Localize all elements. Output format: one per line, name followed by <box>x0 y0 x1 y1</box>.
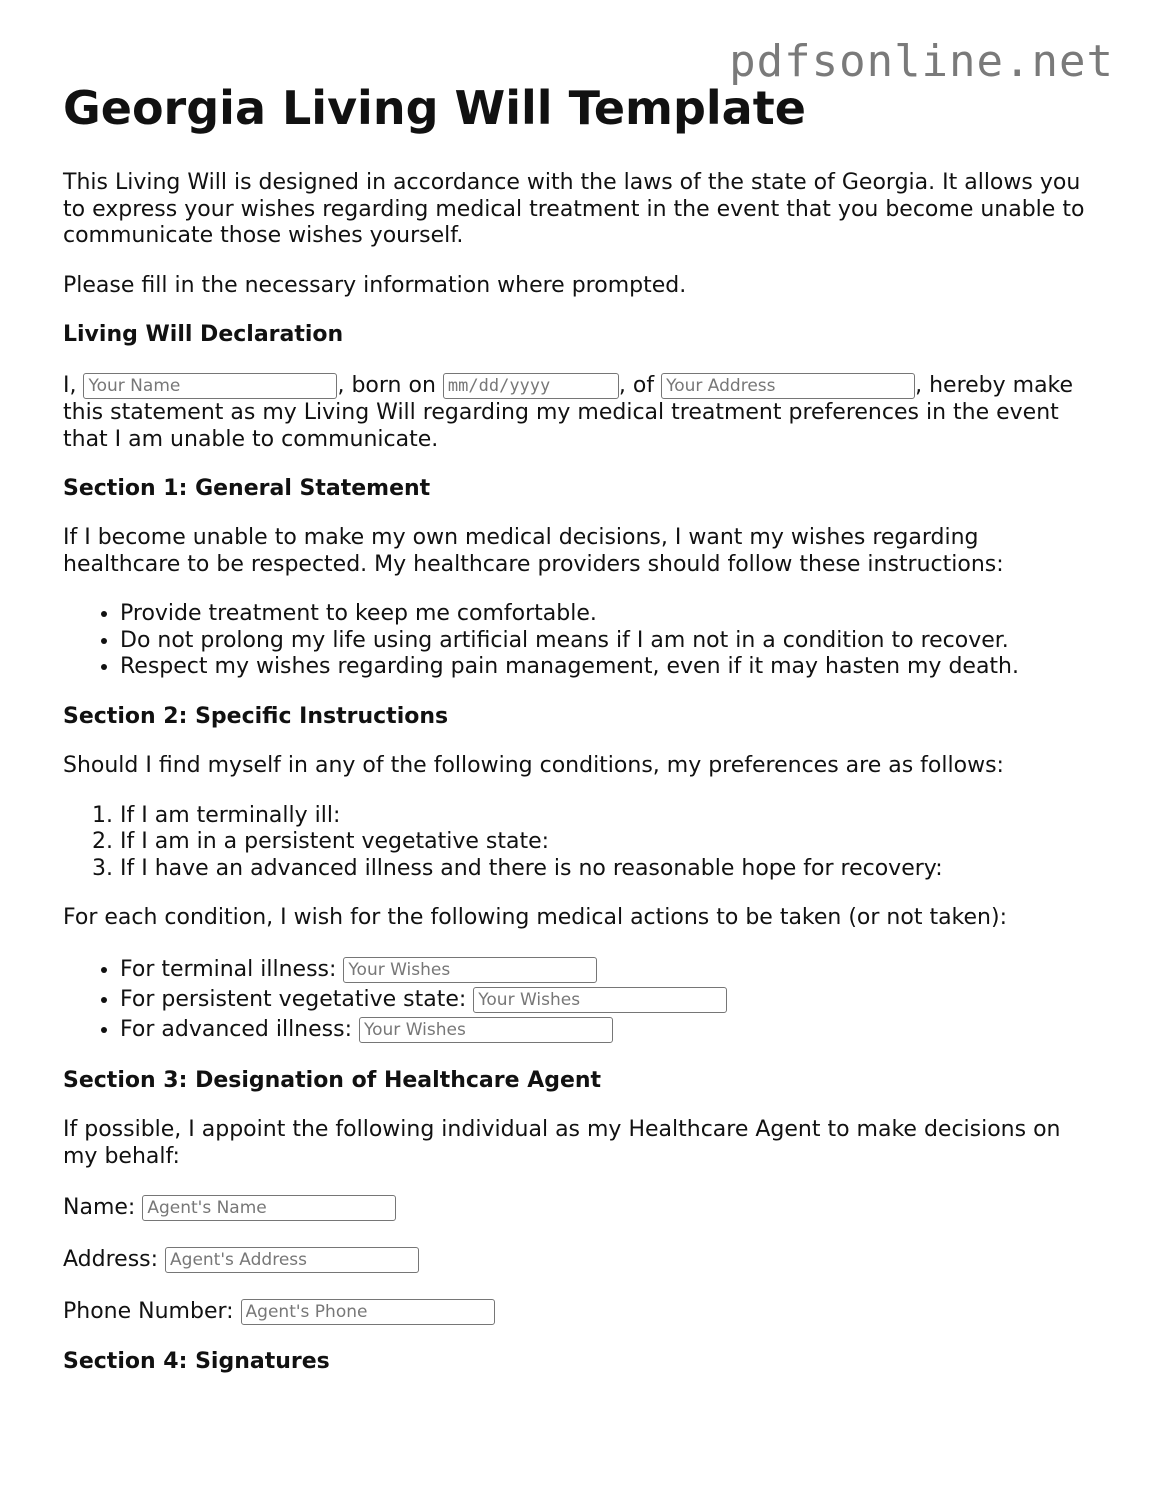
intro-paragraph: This Living Will is designed in accordance with the laws of the state of Georgia. It allows you to express your wishes regarding medical treatment in the event that you become unable to communicate those wishes yourself. <box>63 170 1085 248</box>
section4-heading: Section 4: Signatures <box>63 1349 330 1374</box>
wish-label: For terminal illness: <box>120 956 337 982</box>
wish-label: For advanced illness: <box>120 1016 352 1042</box>
birth-date-input[interactable] <box>443 373 619 399</box>
section1-heading: Section 1: General Statement <box>63 475 431 501</box>
section3-heading: Section 3: Designation of Healthcare Agent <box>63 1067 602 1093</box>
agent-name-label: Name: <box>63 1195 136 1220</box>
document-page <box>63 80 1093 1399</box>
section2-heading: Section 2: Specific Instructions <box>63 703 449 729</box>
agent-address-input[interactable] <box>165 1247 419 1273</box>
watermark: pdfsonline.net <box>729 36 1114 87</box>
agent-phone-row <box>63 1297 1093 1327</box>
list-item: 1. If I am terminally ill: <box>120 803 1093 830</box>
page-title: Georgia Living Will Template <box>63 81 806 135</box>
terminal-illness-wishes-input[interactable] <box>343 957 597 983</box>
section3-text: If possible, I appoint the following individual as my Healthcare Agent to make decisions on my behalf: <box>63 1117 1061 1169</box>
fill-note: Please fill in the necessary information where prompted. <box>63 272 687 298</box>
your-address-input[interactable] <box>661 373 915 399</box>
list-item: 3. If I have an advanced illness and there is no reasonable hope for recovery: <box>120 856 1093 883</box>
list-item <box>120 955 1093 985</box>
wish-label: For persistent vegetative state: <box>120 986 467 1012</box>
agent-address-row <box>63 1245 1093 1275</box>
list-item: • Provide treatment to keep me comfortable. <box>120 601 1093 628</box>
list-item: • Respect my wishes regarding pain management, even if it may hasten my death. <box>120 654 1093 681</box>
declaration-statement <box>63 372 1093 453</box>
section1-text: If I become unable to make my own medical decisions, I want my wishes regarding healthcare to be respected. My healthcare providers should follow these instructions: <box>63 525 1004 577</box>
your-name-input[interactable] <box>83 373 337 399</box>
list-item <box>120 985 1093 1015</box>
agent-phone-label: Phone Number: <box>63 1299 234 1324</box>
list-item <box>120 1015 1093 1045</box>
declaration-text-i: I, <box>63 372 77 398</box>
agent-name-input[interactable] <box>142 1195 396 1221</box>
agent-name-row <box>63 1193 1093 1223</box>
declaration-text-born: , born on <box>337 372 436 398</box>
agent-phone-input[interactable] <box>241 1299 495 1325</box>
actions-text: For each condition, I wish for the following medical actions to be taken (or not taken): <box>63 905 1007 930</box>
agent-address-label: Address: <box>63 1247 159 1272</box>
declaration-heading: Living Will Declaration <box>63 322 344 347</box>
advanced-illness-wishes-input[interactable] <box>359 1017 613 1043</box>
conditions-list <box>63 803 1093 883</box>
declaration-text-of: , of <box>618 372 655 398</box>
section1-list <box>63 601 1093 681</box>
section2-text: Should I find myself in any of the following conditions, my preferences are as follows: <box>63 753 1004 778</box>
wishes-list <box>63 955 1093 1045</box>
list-item: 2. If I am in a persistent vegetative state: <box>120 829 1093 856</box>
vegetative-state-wishes-input[interactable] <box>473 987 727 1013</box>
declaration-text-rest: , hereby make this statement as my Living Will regarding my medical treatment preferences in the event that I am unable to communicate. <box>63 372 1074 452</box>
list-item: • Do not prolong my life using artificial means if I am not in a condition to recover. <box>120 628 1093 655</box>
